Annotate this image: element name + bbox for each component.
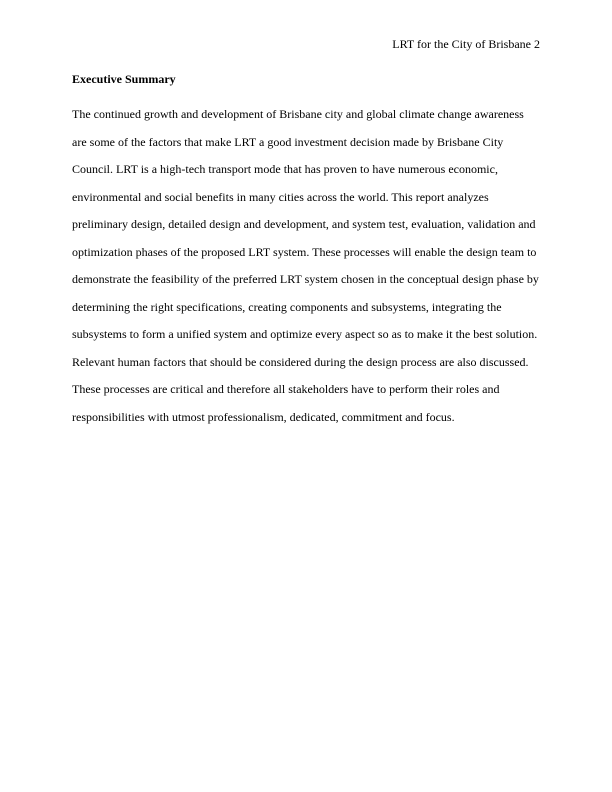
paragraph-line: Council. LRT is a high-tech transport mode that has proven to have numerous economic,: [72, 162, 498, 176]
paragraph-line: are some of the factors that make LRT a good investment decision made by Brisbane City: [72, 134, 504, 149]
section-heading: Executive Summary: [72, 72, 176, 86]
paragraph-line: These processes are critical and therefore all stakeholders have to perform their roles and: [72, 382, 500, 396]
paragraph-line: optimization phases of the proposed LRT system. These processes will enable the design team to: [72, 244, 537, 259]
paragraph-line: responsibilities with utmost professionalism, dedicated, commitment and focus.: [72, 409, 455, 424]
paragraph-line: subsystems to form a unified system and optimize every aspect so as to make it the best solution.: [72, 327, 538, 341]
paragraph-line: demonstrate the feasibility of the preferred LRT system chosen in the conceptual design phase by: [72, 272, 539, 286]
paragraph-line: The continued growth and development of Brisbane city and global climate change awareness: [72, 107, 524, 121]
executive-summary-paragraph: [72, 106, 542, 436]
running-header: LRT for the City of Brisbane 2: [392, 37, 540, 51]
paragraph-line: preliminary design, detailed design and development, and system test, evaluation, validation and: [72, 217, 536, 231]
paragraph-line: environmental and social benefits in many cities across the world. This report analyzes: [72, 189, 489, 204]
paragraph-line: Relevant human factors that should be considered during the design process are also discussed.: [72, 354, 529, 369]
paragraph-line: determining the right specifications, creating components and subsystems, integrating the: [72, 299, 502, 314]
